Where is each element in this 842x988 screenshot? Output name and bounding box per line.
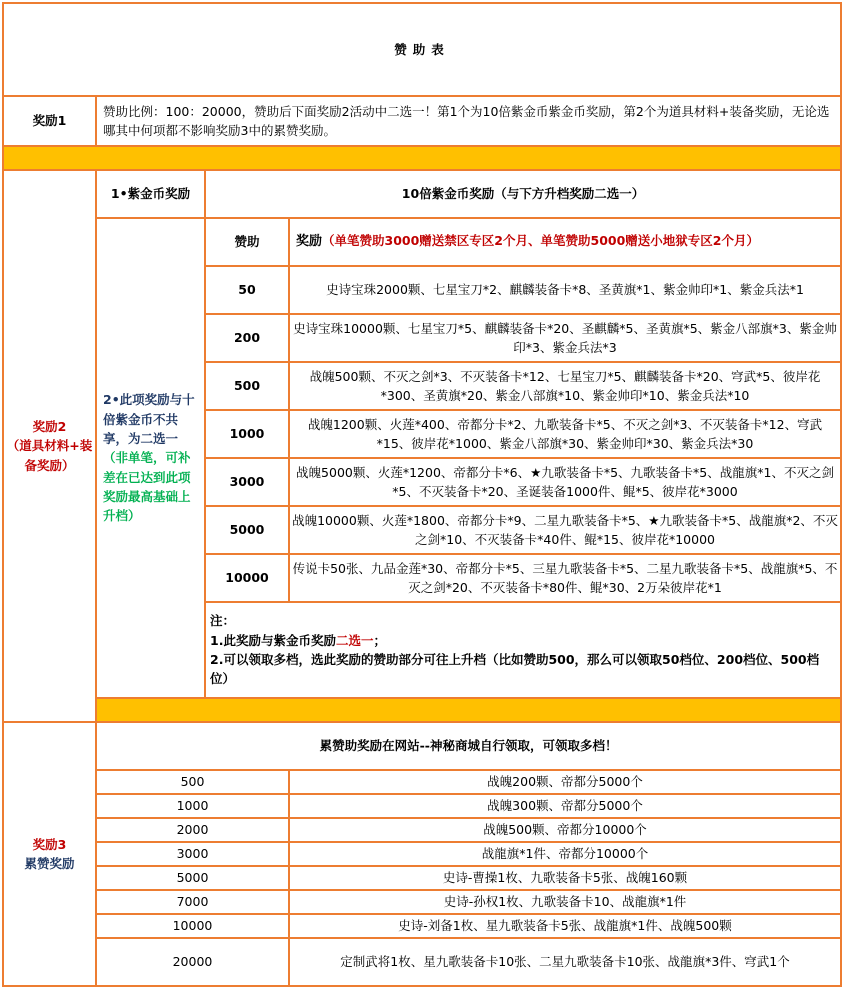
reward2-label xyxy=(3,170,96,722)
separator-band xyxy=(96,698,841,722)
note-1-end: ； xyxy=(373,632,386,648)
row-amount: 50 xyxy=(205,266,289,314)
cum-amount: 500 xyxy=(96,770,289,794)
row-reward: 战魄10000颗、火莲*1800、帝都分卡*9、二星九歌装备卡*5、★九歌装备卡*5、战龍旗*2、不灭之剑*10、不灭装备卡*40件、鲲*15、彼岸花*10000 xyxy=(289,506,841,554)
cum-amount: 3000 xyxy=(96,842,289,866)
table-row xyxy=(3,818,841,842)
cum-amount: 7000 xyxy=(96,890,289,914)
option2-note-green: （非单笔，可补差在已达到此项奖励最高基础上升档） xyxy=(103,450,191,524)
note-1-text: 1.此奖励与紫金币奖励 xyxy=(210,632,336,648)
table-row xyxy=(3,938,841,986)
cum-amount: 20000 xyxy=(96,938,289,986)
table-row xyxy=(3,770,841,794)
reward2-label-sub-text: （道具材料+装备奖励） xyxy=(6,438,93,473)
row-amount: 10000 xyxy=(205,554,289,602)
reward3-label-sub: 累赞奖励 xyxy=(24,856,75,871)
cum-amount: 5000 xyxy=(96,866,289,890)
cum-amount: 1000 xyxy=(96,794,289,818)
sponsor-table xyxy=(2,2,842,987)
header-reward-note: （单笔赞助3000赠送禁区专区2个月、单笔赞助5000赠送小地狱专区2个月） xyxy=(322,233,759,249)
reward2-option1-row xyxy=(3,170,841,218)
reward3-label-main: 奖励3 xyxy=(32,836,67,852)
reward3-heading: 累赞助奖励在网站--神秘商城自行领取，可领取多档！ xyxy=(96,722,841,770)
header-reward: 奖励 xyxy=(296,234,323,250)
cum-reward: 定制武将1枚、星九歌装备卡10张、二星九歌装备卡10张、战龍旗*3件、穹武1个 xyxy=(289,938,841,986)
note-2: 2.可以领取多档，选此奖励的赞助部分可往上升档（比如赞助500，那么可以领取50档位、200档位、500档位） xyxy=(210,652,820,687)
cum-reward: 战魄200颗、帝都分5000个 xyxy=(289,770,841,794)
cum-reward: 战魄500颗、帝都分10000个 xyxy=(289,818,841,842)
separator-band xyxy=(3,146,841,170)
row-amount: 500 xyxy=(205,362,289,410)
row-amount: 5000 xyxy=(205,506,289,554)
row-amount: 200 xyxy=(205,314,289,362)
separator-band-1 xyxy=(3,146,841,170)
header-amount: 赞助 xyxy=(205,218,289,266)
note-1-highlight: 二选一 xyxy=(335,632,374,648)
option2-note xyxy=(96,218,205,698)
reward2-label-sub xyxy=(7,438,92,472)
reward3-label xyxy=(3,722,96,986)
separator-band-2 xyxy=(3,698,841,722)
note-title: 注： xyxy=(210,613,236,629)
cum-amount: 2000 xyxy=(96,818,289,842)
title-row xyxy=(3,3,841,96)
cum-reward: 史诗-曹操1枚、九歌装备卡5张、战魄160颗 xyxy=(289,866,841,890)
table-row xyxy=(3,866,841,890)
row-reward: 战魄5000颗、火莲*1200、帝都分卡*6、★九歌装备卡*5、九歌装备卡*5、战龍旗*1、不灭之剑*5、不灭装备卡*20、圣诞装备1000件、鲲*5、彼岸花*3000 xyxy=(289,458,841,506)
cum-reward: 史诗-刘备1枚、星九歌装备卡5张、战龍旗*1件、战魄500颗 xyxy=(289,914,841,938)
reward2-notes xyxy=(205,602,841,698)
row-reward: 史诗宝珠2000颗、七星宝刀*2、麒麟装备卡*8、圣黄旗*1、紫金帅印*1、紫金兵法*1 xyxy=(289,266,841,314)
table-row xyxy=(3,914,841,938)
header-reward-cell xyxy=(289,218,841,266)
reward1-text: 赞助比例：100：20000，赞助后下面奖励2活动中二选一！第1个为10倍紫金币紫金币奖励，第2个为道具材料+装备奖励，无论选哪其中何项都不影响奖励3中的累赞奖励。 xyxy=(96,96,841,146)
reward1-label: 奖励1 xyxy=(3,96,96,146)
reward3-heading-row xyxy=(3,722,841,770)
row-reward: 战魄500颗、不灭之剑*3、不灭装备卡*12、七星宝刀*5、麒麟装备卡*20、穹武*5、彼岸花*300、圣黄旗*20、紫金八部旗*10、紫金帅印*10、紫金兵法*10 xyxy=(289,362,841,410)
reward1-row xyxy=(3,96,841,146)
row-amount: 1000 xyxy=(205,410,289,458)
row-amount: 3000 xyxy=(205,458,289,506)
option1-label: 1•紫金币奖励 xyxy=(96,170,205,218)
row-reward: 传说卡50张、九品金莲*30、帝都分卡*5、三星九歌装备卡*5、二星九歌装备卡*5、战龍旗*5、不灭之剑*20、不灭装备卡*80件、鲲*30、2万朵彼岸花*1 xyxy=(289,554,841,602)
table-row xyxy=(3,890,841,914)
cum-reward: 战龍旗*1件、帝都分10000个 xyxy=(289,842,841,866)
table-row xyxy=(3,842,841,866)
reward2-header-row xyxy=(3,218,841,266)
cum-reward: 战魄300颗、帝都分5000个 xyxy=(289,794,841,818)
reward2-label-main: 奖励2 xyxy=(32,418,67,434)
row-reward: 史诗宝珠10000颗、七星宝刀*5、麒麟装备卡*20、圣麒麟*5、圣黄旗*5、紫金八部旗*3、紫金帅印*3、紫金兵法*3 xyxy=(289,314,841,362)
page-title: 赞助表 xyxy=(3,3,841,96)
option2-note-main: 2•此项奖励与十倍紫金币不共享，为二选一 xyxy=(103,392,195,446)
option1-title: 10倍紫金币奖励（与下方升档奖励二选一） xyxy=(205,170,841,218)
table-row xyxy=(3,794,841,818)
row-reward: 战魄1200颗、火莲*400、帝都分卡*2、九歌装备卡*5、不灭之剑*3、不灭装备卡*12、穹武*15、彼岸花*1000、紫金八部旗*30、紫金帅印*30、紫金兵法*30 xyxy=(289,410,841,458)
note-1 xyxy=(210,633,386,648)
cum-reward: 史诗-孙权1枚、九歌装备卡10、战龍旗*1件 xyxy=(289,890,841,914)
cum-amount: 10000 xyxy=(96,914,289,938)
